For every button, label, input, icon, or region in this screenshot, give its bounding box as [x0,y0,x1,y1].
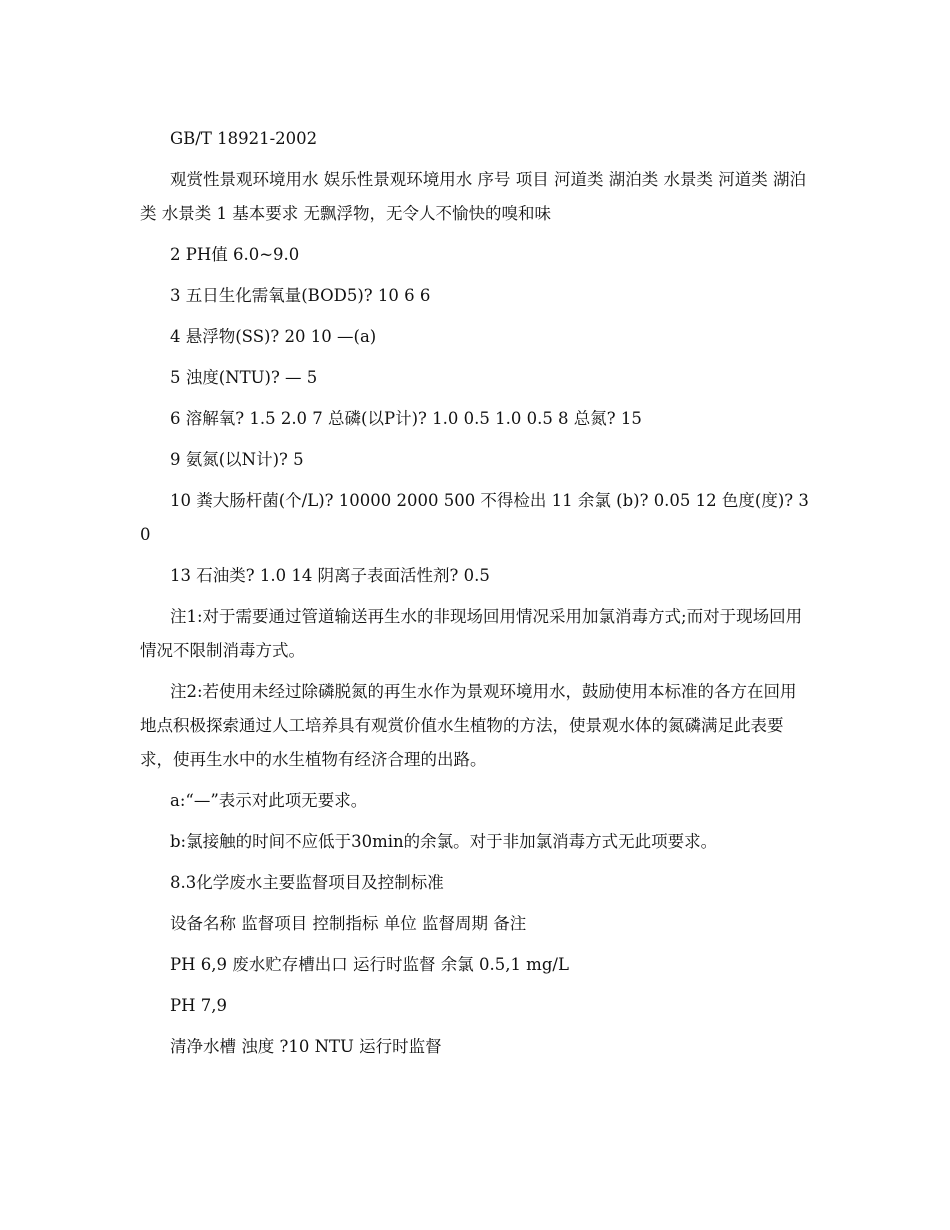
row-turbidity: 5 浊度(NTU)? — 5 [170,368,318,387]
note-1: 注1:对于需要通过管道输送再生水的非现场回用情况采用加氯消毒方式;而对于现场回用情况不限制消毒方式。 [140,607,803,660]
table2-row-1: PH 6,9 废水贮存槽出口 运行时监督 余氯 0.5,1 mg/L [170,955,569,974]
row-bod5: 3 五日生化需氧量(BOD5)? 10 6 6 [170,286,431,305]
footnote-a: a:“—”表示对此项无要求。 [170,791,368,810]
document-body [140,122,812,1071]
table2-row-2: PH 7,9 [170,996,227,1015]
table-header-and-row-1: 观赏性景观环境用水 娱乐性景观环境用水 序号 项目 河道类 湖泊类 水景类 河道类 湖泊类 水景类 1 基本要求 无飘浮物，无令人不愉快的嗅和味 [140,170,806,223]
row-ph: 2 PH值 6.0~9.0 [170,245,300,264]
standard-code: GB/T 18921-2002 [170,129,318,148]
row-petroleum: 13 石油类? 1.0 14 阴离子表面活性剂? 0.5 [170,566,490,585]
note-2: 注2:若使用未经过除磷脱氮的再生水作为景观环境用水，鼓励使用本标准的各方在回用地点积极探索通过人工培养具有观赏价值水生植物的方法，使景观水体的氮磷满足此表要求，使再生水中的水生植物有经济合理的出路。 [140,682,797,769]
row-ammonia: 9 氨氮(以N计)? 5 [170,450,304,469]
row-ss: 4 悬浮物(SS)? 20 10 —(a) [170,327,377,346]
section-heading: 8.3化学废水主要监督项目及控制标准 [170,873,444,892]
table2-row-3: 清净水槽 浊度 ?10 NTU 运行时监督 [170,1037,442,1056]
footnote-b: b:氯接触的时间不应低于30min的余氯。对于非加氯消毒方式无此项要求。 [170,832,718,851]
row-dissolved-oxygen: 6 溶解氧? 1.5 2.0 7 总磷(以P计)? 1.0 0.5 1.0 0.5 8 总氮? 15 [170,409,642,428]
row-coliform: 10 粪大肠杆菌(个/L)? 10000 2000 500 不得检出 11 余氯 (b)? 0.05 12 色度(度)? 30 [140,491,809,544]
table2-header: 设备名称 监督项目 控制指标 单位 监督周期 备注 [170,914,527,933]
